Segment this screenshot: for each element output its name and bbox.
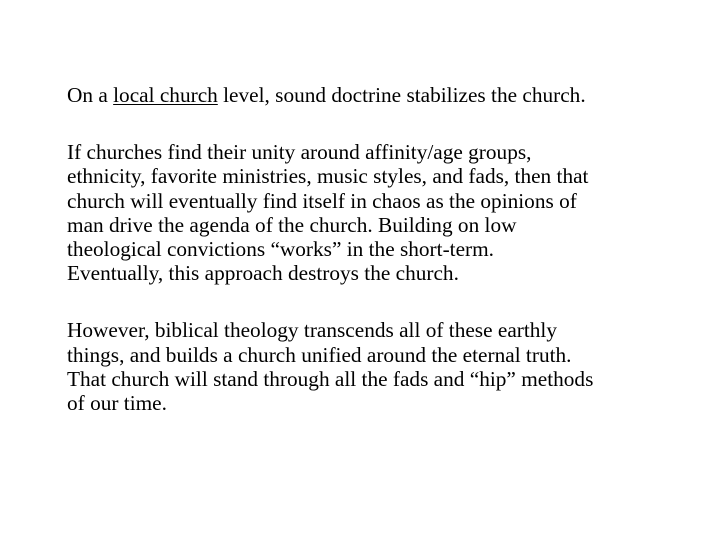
paragraph-sound-doctrine: [67, 83, 677, 107]
paragraph3-line: However, biblical theology transcends all of these earthly: [67, 318, 557, 343]
paragraph-biblical-theology: [67, 318, 677, 415]
paragraph1-text-before: On a: [67, 83, 114, 107]
paragraph2-line: ethnicity, favorite ministries, music styles, and fads, then that: [67, 164, 589, 189]
paragraph3-line: That church will stand through all the fads and “hip” methods: [67, 366, 594, 391]
paragraph2-line: If churches find their unity around affinity/age groups,: [67, 140, 532, 165]
paragraph3-line: things, and builds a church unified around the eternal truth.: [67, 342, 572, 367]
slide-text-block: [67, 83, 677, 415]
paragraph3-line: of our time.: [67, 391, 167, 416]
local-church-emphasis: local church: [113, 83, 218, 107]
paragraph-church-unity: [67, 140, 677, 285]
paragraph2-line: church will eventually find itself in chaos as the opinions of: [67, 188, 577, 213]
paragraph2-line: Eventually, this approach destroys the church.: [67, 261, 459, 286]
paragraph2-line: theological convictions “works” in the short-term.: [67, 237, 495, 262]
paragraph2-line: man drive the agenda of the church. Building on low: [67, 212, 517, 237]
paragraph1-text-after: level, sound doctrine stabilizes the church.: [217, 83, 586, 107]
